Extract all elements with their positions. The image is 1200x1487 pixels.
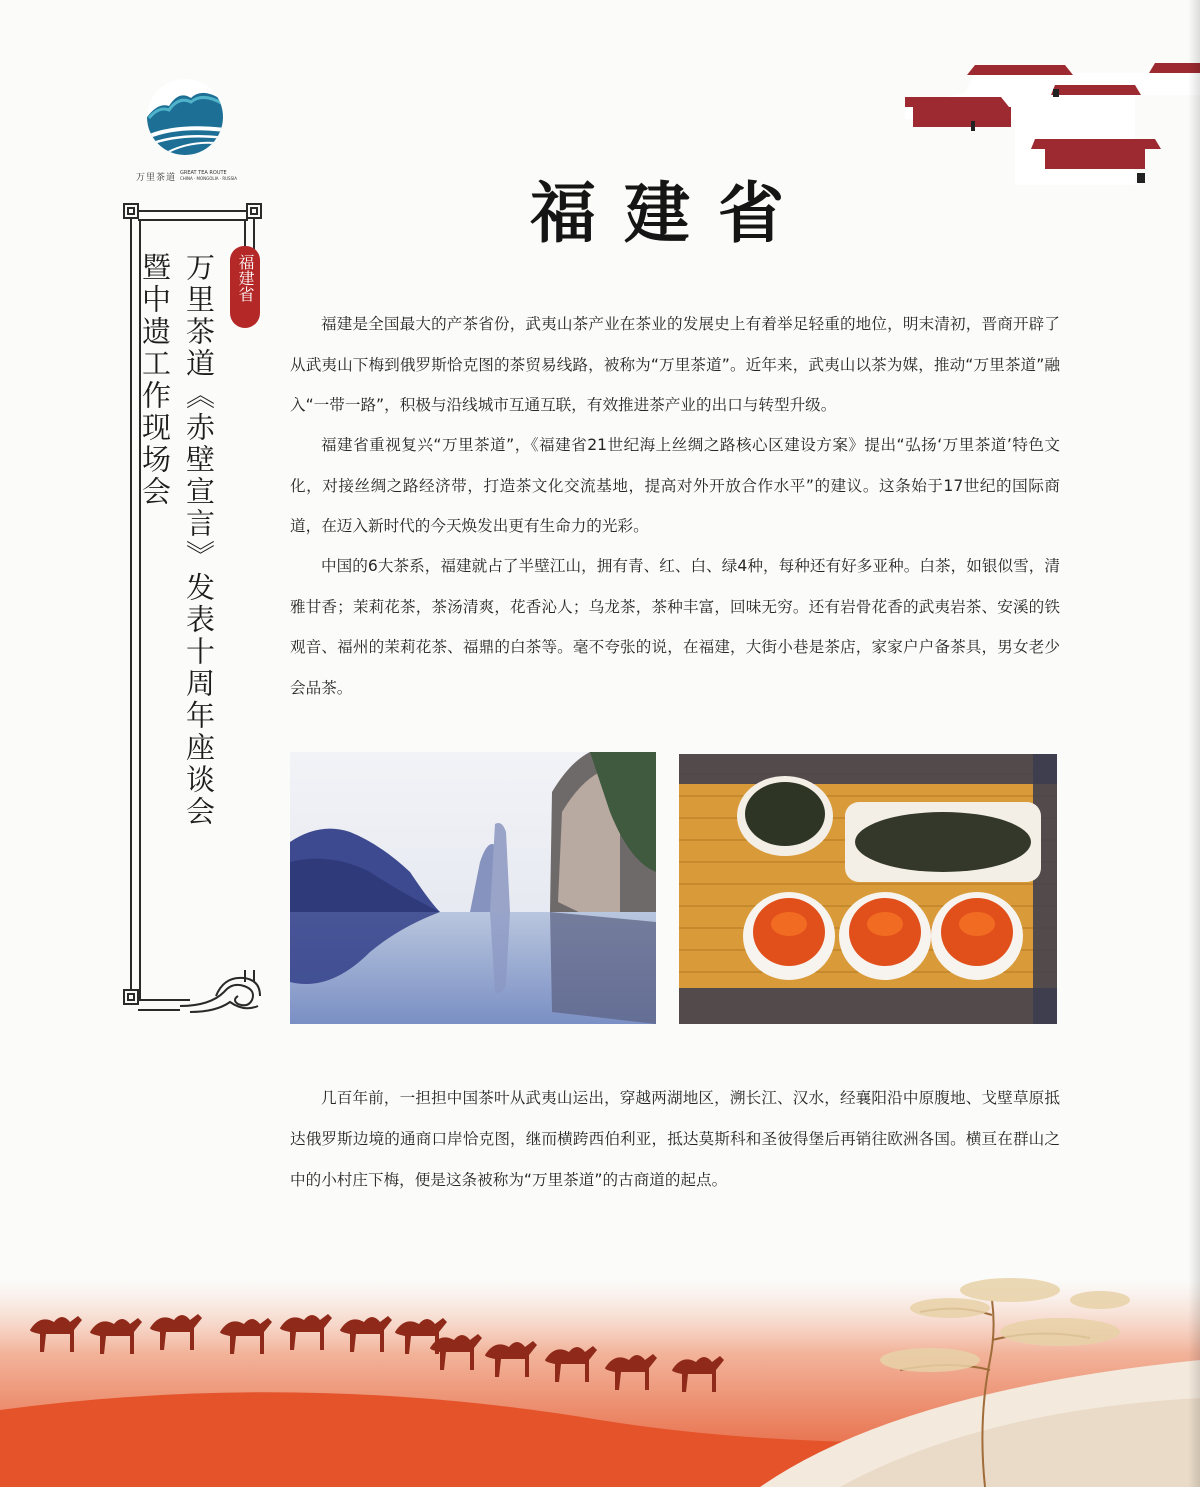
page-edge-shadow [1188, 0, 1200, 1487]
camel-caravan-illustration [0, 1220, 1200, 1487]
page-title: 福建省 [530, 174, 812, 252]
closing-paragraph: 几百年前，一担担中国茶叶从武夷山运出，穿越两湖地区，溯长江、汉水，经襄阳沿中原腹地、戈壁草原抵达俄罗斯边境的通商口岸恰克图，继而横跨西伯利亚，抵达莫斯科和圣彼得堡后再销往欧洲各国。横亘在群山之中的小村庄下梅，便是这条被称为“万里茶道”的古商道的起点。 [290, 1089, 1060, 1189]
vertical-title-sub: 暨中遗工作现场会 [138, 252, 172, 508]
logo-caption [136, 170, 256, 184]
logo-en-text: GREAT TEA ROUTE [180, 170, 227, 176]
body-paragraph: 福建是全国最大的产茶省份，武夷山茶产业在茶业的发展史上有着举足轻重的地位，明末清初，晋商开辟了从武夷山下梅到俄罗斯恰克图的茶贸易线路，被称为“万里茶道”。近年来，武夷山以茶为媒，推动“万里茶道”融入“一带一路”，积极与沿线城市互通互联，有效推进茶产业的出口与转型升级。 [290, 315, 1060, 414]
mountain-road-icon [145, 72, 225, 162]
roof-decoration [905, 55, 1200, 185]
body-paragraph: 福建省重视复兴“万里茶道”，《福建省21世纪海上丝绸之路核心区建设方案》提出“弘扬‘万里茶道’特色文化，对接丝绸之路经济带，打造茶文化交流基地，提高对外开放合作水平”的建议。这条始于17世纪的国际商道，在迈入新时代的今天焕发出更有生命力的光彩。 [290, 436, 1060, 535]
logo-en-subtext: CHINA · MONGOLIA · RUSSIA [180, 176, 238, 181]
tea-cups-photo [679, 754, 1057, 1024]
cloud-scroll-ornament [180, 978, 260, 1012]
body-paragraph: 中国的6大茶系，福建就占了半壁江山，拥有青、红、白、绿4种，每种还有好多亚种。白茶，如银似雪，清雅甘香；茉莉花茶，茶汤清爽，花香沁人；乌龙茶，茶种丰富，回味无穷。还有岩骨花香的武夷岩茶、安溪的铁观音、福州的茉莉花茶、福鼎的白茶等。毫不夸张的说，在福建，大街小巷是茶店，家家户户备茶具，男女老少会品茶。 [290, 557, 1060, 697]
seal-text: 福建省 [236, 254, 255, 302]
vertical-title-main: 万里茶道《赤壁宣言》发表十周年座谈会 [182, 252, 216, 828]
province-seal [230, 246, 260, 328]
wuyi-river-photo [290, 752, 656, 1024]
logo-cn-text: 万里茶道 [136, 173, 177, 183]
